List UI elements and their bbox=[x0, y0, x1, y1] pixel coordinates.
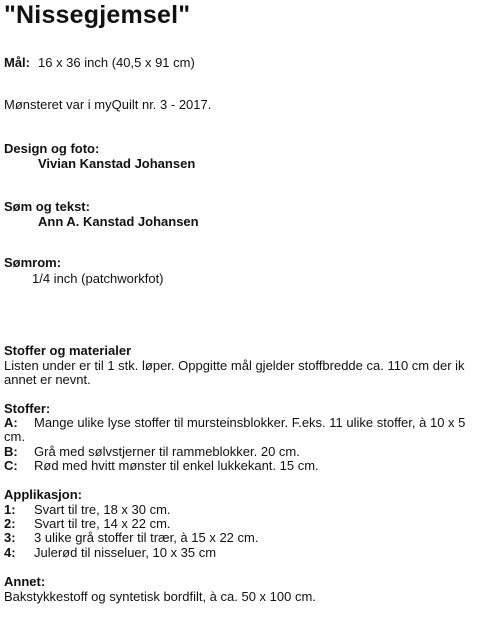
applique-item-4 bbox=[4, 545, 216, 560]
seam-allowance-value: 1/4 inch (patchworkfot) bbox=[32, 271, 164, 286]
size-value: 16 x 36 inch (40,5 x 91 cm) bbox=[38, 55, 195, 70]
sewing-label: Søm og tekst: bbox=[4, 199, 90, 214]
fabric-key: A: bbox=[4, 415, 18, 430]
fabric-item-b bbox=[4, 444, 300, 459]
fabric-item-a-cont: cm. bbox=[4, 429, 25, 444]
applique-key: 1: bbox=[4, 502, 16, 517]
fabric-key: B: bbox=[4, 444, 18, 459]
size-label: Mål: bbox=[4, 55, 30, 70]
applique-text: 3 ulike grå stoffer til trær, à 15 x 22 cm. bbox=[34, 530, 259, 545]
fabric-item-c bbox=[4, 458, 319, 473]
materials-heading: Stoffer og materialer bbox=[4, 343, 132, 358]
other-heading: Annet: bbox=[4, 574, 46, 589]
applique-item-1 bbox=[4, 502, 171, 517]
pattern-title: "Nissegjemsel" bbox=[4, 1, 191, 29]
sewing-name: Ann A. Kanstad Johansen bbox=[38, 214, 199, 229]
applique-text: Svart til tre, 14 x 22 cm. bbox=[34, 516, 171, 531]
seam-allowance-label: Sømrom: bbox=[4, 255, 62, 270]
materials-text-2: annet er nevnt. bbox=[4, 372, 91, 387]
fabric-item-a bbox=[4, 415, 465, 430]
applique-item-3 bbox=[4, 530, 258, 545]
fabric-text: Mange ulike lyse stoffer til mursteinsblokker. F.eks. 11 ulike stoffer, à 10 x 5 bbox=[34, 415, 466, 430]
applique-item-2 bbox=[4, 516, 171, 531]
applique-text: Svart til tre, 18 x 30 cm. bbox=[34, 502, 171, 517]
fabric-text: Rød med hvitt mønster til enkel lukkekant. 15 cm. bbox=[34, 458, 319, 473]
applique-text: Julerød til nisseluer, 10 x 35 cm bbox=[34, 545, 217, 560]
design-label: Design og foto: bbox=[4, 141, 100, 156]
size-line bbox=[4, 55, 195, 70]
applique-heading: Applikasjon: bbox=[4, 487, 83, 502]
materials-text-1: Listen under er til 1 stk. løper. Oppgitte mål gjelder stoffbredde ca. 110 cm der ik bbox=[4, 358, 465, 373]
design-name: Vivian Kanstad Johansen bbox=[38, 156, 196, 171]
fabric-text: Grå med sølvstjerner til rammeblokker. 20 cm. bbox=[34, 444, 300, 459]
source-line: Mønsteret var i myQuilt nr. 3 - 2017. bbox=[4, 97, 212, 112]
applique-key: 4: bbox=[4, 545, 16, 560]
applique-key: 3: bbox=[4, 530, 16, 545]
fabric-key: C: bbox=[4, 458, 18, 473]
applique-key: 2: bbox=[4, 516, 16, 531]
fabrics-heading: Stoffer: bbox=[4, 401, 51, 416]
other-text: Bakstykkestoff og syntetisk bordfilt, à ca. 50 x 100 cm. bbox=[4, 589, 316, 604]
